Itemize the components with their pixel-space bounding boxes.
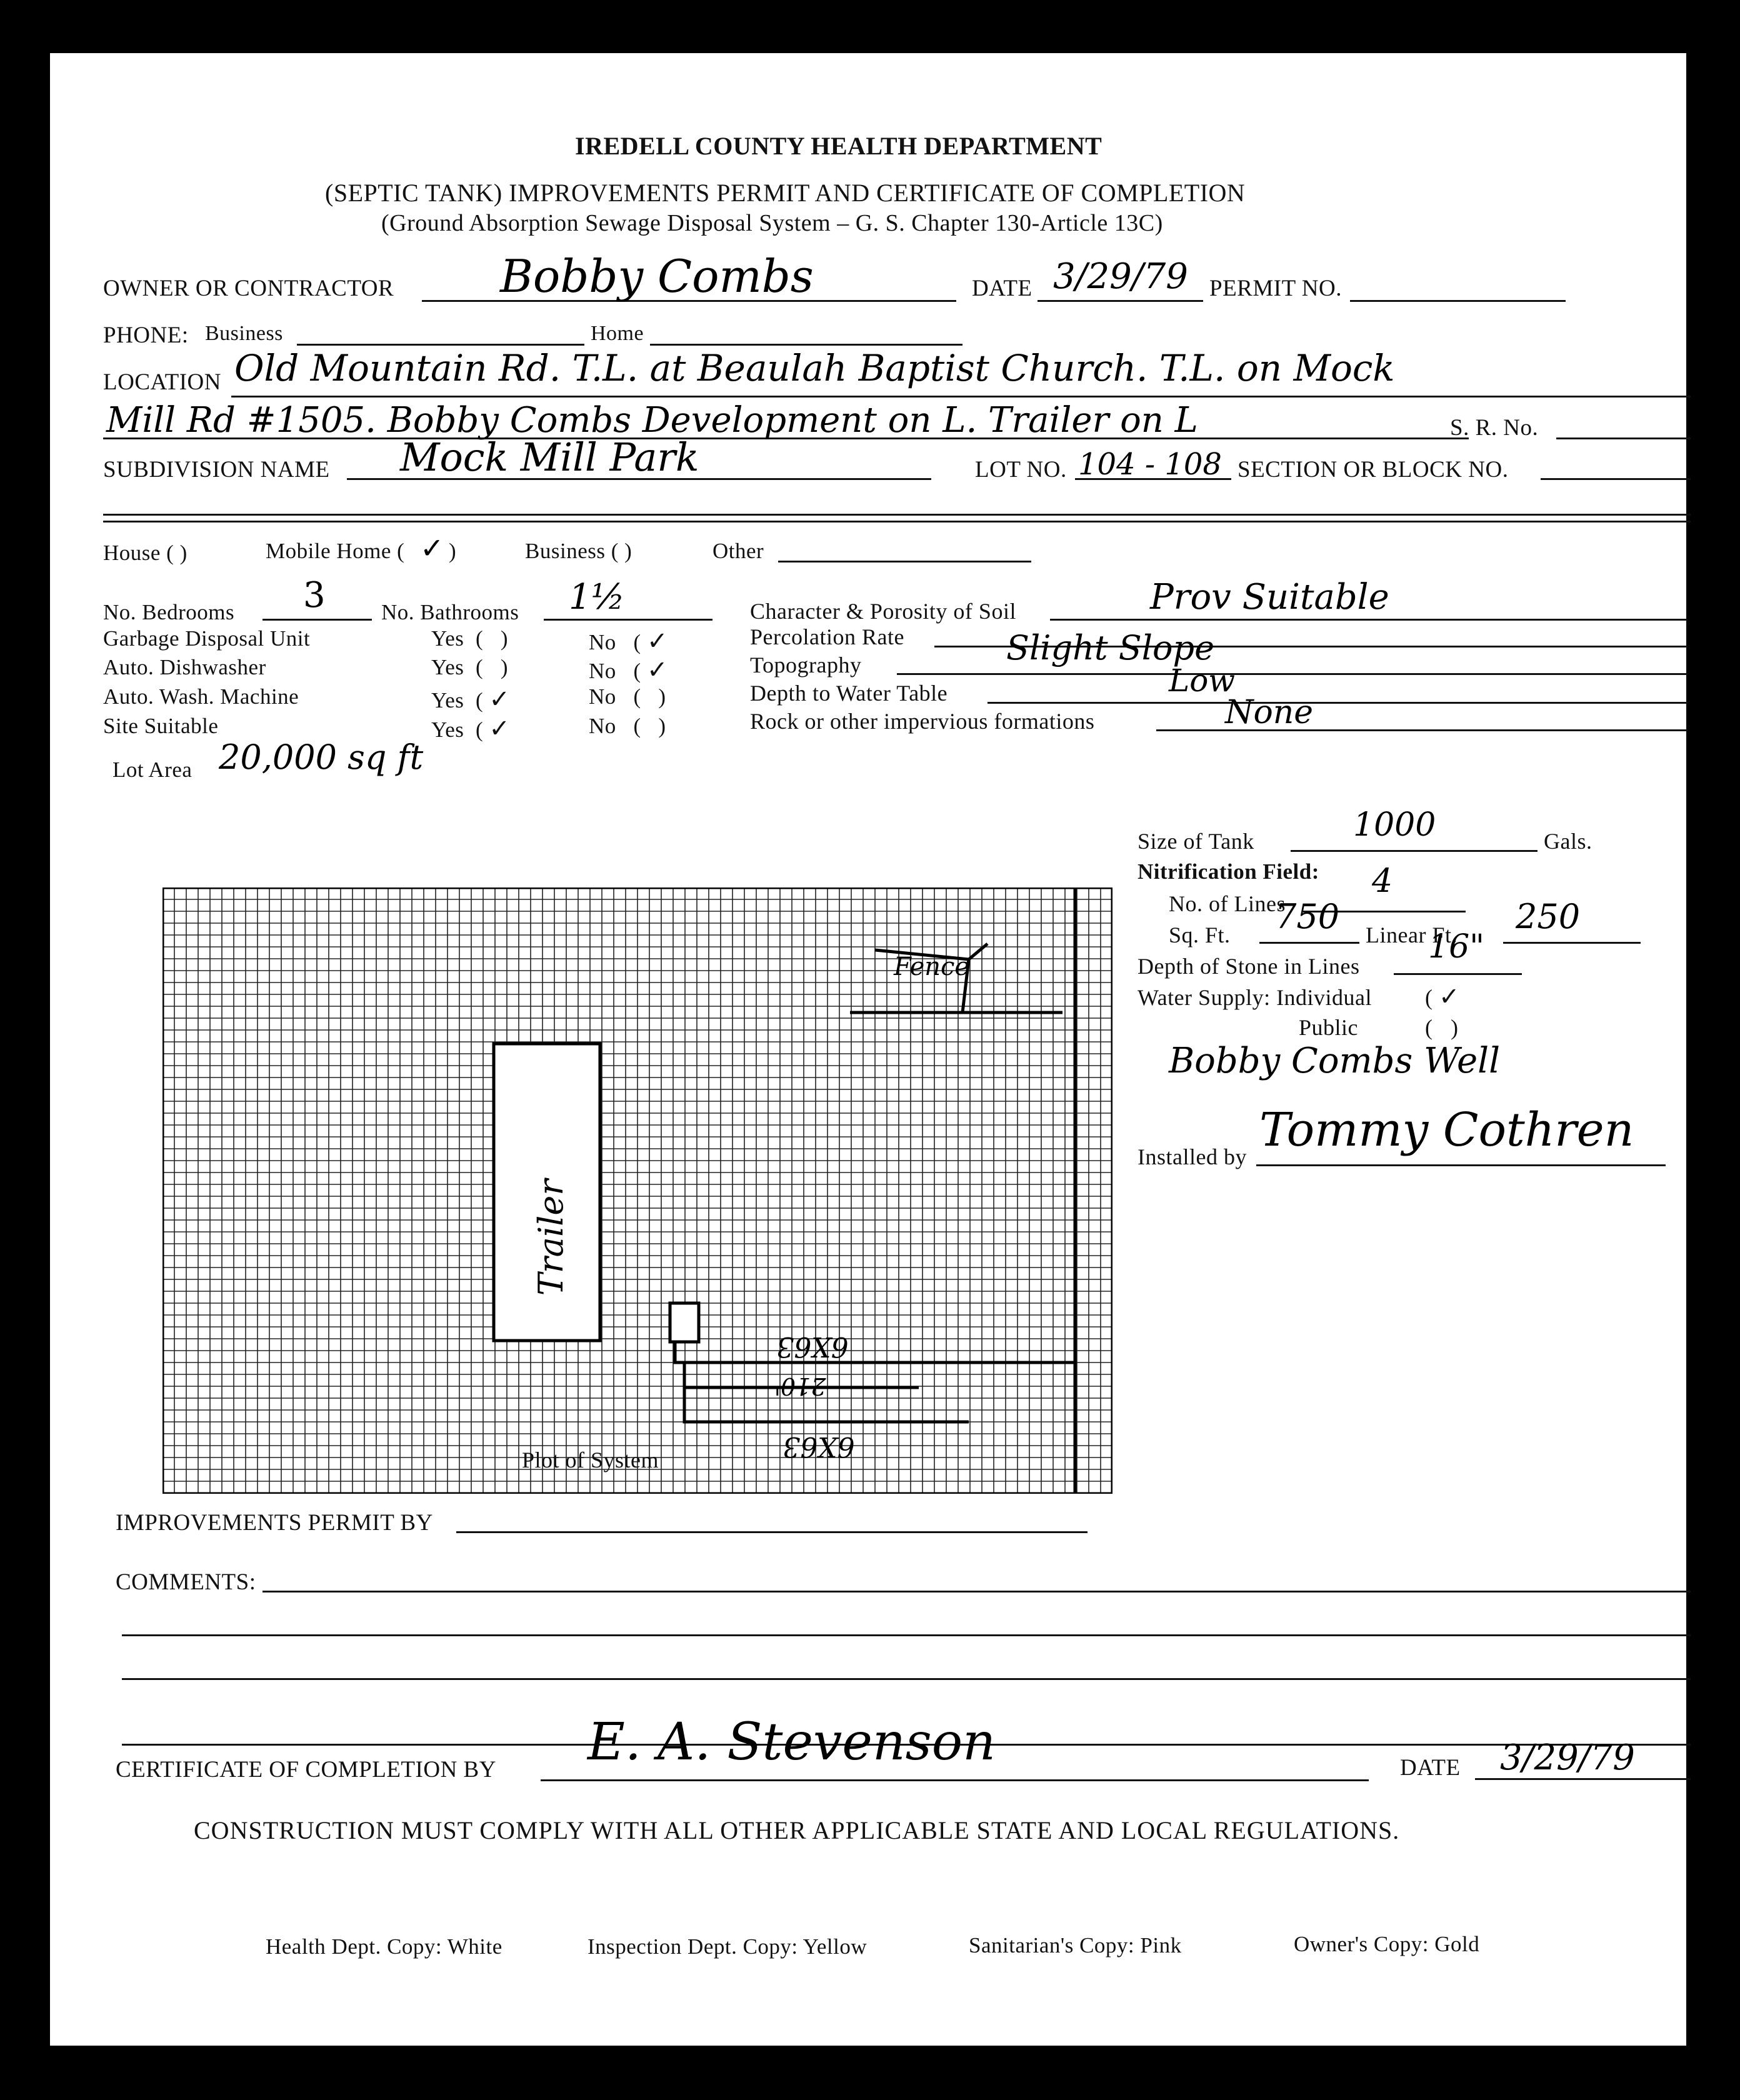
section-line [1541, 478, 1691, 480]
tank-size-label: Size of Tank [1138, 829, 1254, 854]
topography-label: Topography [750, 652, 862, 678]
phone-business-line [297, 344, 584, 346]
location-label: LOCATION [103, 369, 221, 395]
location-value-2: Mill Rd #1505. Bobby Combs Development on L. Trailer on L [106, 400, 1198, 441]
copy-sanitarian: Sanitarian's Copy: Pink [969, 1933, 1182, 1958]
sr-no-line [1556, 438, 1691, 439]
certificate-line [541, 1779, 1369, 1781]
garbage-yes: Yes ( ) [431, 626, 508, 651]
line-label-c: 6X63 [782, 1431, 855, 1462]
comments-label: COMMENTS: [116, 1569, 256, 1595]
well-note: Bobby Combs Well [1169, 1041, 1501, 1081]
site-yes: Yes ( ✓ [431, 714, 511, 742]
line-label-b: 210' [774, 1372, 826, 1400]
dishwasher-no: No ( ✓ [589, 656, 668, 684]
sr-no-label: S. R. No. [1450, 415, 1539, 441]
permit-by-label: IMPROVEMENTS PERMIT BY [116, 1510, 433, 1536]
linear-line [1503, 942, 1641, 944]
form-subtitle: (Ground Absorption Sewage Disposal System – G. S. Chapter 130-Article 13C) [381, 210, 1163, 236]
owner-value: Bobby Combs [500, 250, 814, 302]
gals-label: Gals. [1544, 829, 1592, 854]
form-title: (SEPTIC TANK) IMPROVEMENTS PERMIT AND CERTIFICATE OF COMPLETION [325, 179, 1246, 207]
water-table-line [988, 702, 1688, 704]
mobile-home-option: Mobile Home ( [266, 539, 405, 563]
copy-owner: Owner's Copy: Gold [1294, 1932, 1480, 1956]
certificate-date-value: 3/29/79 [1500, 1738, 1635, 1778]
section-divider [103, 514, 1691, 522]
rock-value: None [1225, 694, 1314, 731]
fence-note: Fence [894, 952, 970, 981]
plot-caption: Plot of System [522, 1448, 659, 1472]
nitrification-label: Nitrification Field: [1138, 859, 1319, 884]
subdivision-label: SUBDIVISION NAME [103, 457, 330, 482]
permit-no-label: PERMIT NO. [1209, 276, 1342, 301]
washer-label: Auto. Wash. Machine [103, 684, 299, 709]
lot-no-value: 104 - 108 [1078, 447, 1222, 482]
installed-line [1256, 1164, 1666, 1166]
topography-value: Slight Slope [1006, 628, 1215, 668]
certificate-date-label: DATE [1400, 1755, 1461, 1781]
mobile-home-option-end: ) [449, 539, 457, 563]
permit-form [50, 53, 1686, 2046]
sqft-line [1259, 942, 1359, 944]
lines-label: No. of Lines [1169, 891, 1286, 916]
bathrooms-value: 1½ [569, 577, 625, 618]
rock-label: Rock or other impervious formations [750, 709, 1095, 734]
tank-size-line [1291, 850, 1538, 852]
comments-line-2 [122, 1634, 1691, 1636]
copy-health: Health Dept. Copy: White [266, 1934, 502, 1959]
water-supply-individual: ( ✓ [1425, 982, 1461, 1011]
washer-yes: Yes ( ✓ [431, 685, 511, 713]
tank-box [670, 1303, 699, 1342]
tank-size-value: 1000 [1353, 806, 1436, 844]
installed-label: Installed by [1138, 1144, 1247, 1169]
lot-no-label: LOT NO. [975, 457, 1067, 482]
business-option: Business ( ) [525, 539, 632, 563]
grid-lines [162, 888, 1112, 1494]
stone-depth-value: 16" [1428, 928, 1485, 966]
permit-by-line [456, 1531, 1088, 1533]
phone-home-label: Home [591, 322, 644, 345]
linear-label: Linear Ft. [1366, 922, 1458, 948]
copy-inspection: Inspection Dept. Copy: Yellow [588, 1934, 868, 1959]
other-option: Other [712, 539, 764, 563]
phone-home-line [650, 344, 962, 346]
dishwasher-yes: Yes ( ) [431, 655, 508, 679]
phone-label: PHONE: [103, 322, 189, 348]
dishwasher-label: Auto. Dishwasher [103, 655, 266, 679]
comments-line-1 [262, 1591, 1691, 1592]
sqft-label: Sq. Ft. [1169, 922, 1231, 948]
site-label: Site Suitable [103, 714, 219, 738]
mobile-home-check: ✓ [420, 531, 444, 565]
sqft-value: 750 [1275, 897, 1340, 936]
subdivision-value: Mock Mill Park [400, 434, 699, 480]
stone-depth-label: Depth of Stone in Lines [1138, 954, 1360, 979]
house-option: House ( ) [103, 541, 188, 565]
section-label: SECTION OR BLOCK NO. [1238, 457, 1509, 482]
lot-area-value: 20,000 sq ft [219, 738, 424, 777]
location-line-1 [231, 396, 1691, 398]
department-title: IREDELL COUNTY HEALTH DEPARTMENT [575, 132, 1102, 160]
soil-character-line [1050, 619, 1688, 621]
date-value: 3/29/79 [1053, 256, 1188, 297]
certificate-date-line [1475, 1778, 1691, 1780]
permit-no-line [1350, 300, 1566, 302]
owner-label: OWNER OR CONTRACTOR [103, 276, 394, 301]
plot-grid [162, 888, 1112, 1494]
phone-business-label: Business [205, 322, 283, 345]
bathrooms-label: No. Bathrooms [381, 600, 519, 624]
garbage-label: Garbage Disposal Unit [103, 626, 311, 651]
garbage-no: No ( ✓ [589, 627, 668, 655]
public-label: Public [1299, 1015, 1359, 1040]
bedrooms-value: 3 [303, 575, 326, 616]
date-label: DATE [972, 276, 1032, 301]
soil-character-value: Prov Suitable [1150, 577, 1389, 618]
public-option: ( ) [1425, 1015, 1459, 1040]
percolation-label: Percolation Rate [750, 624, 904, 649]
bathrooms-line [544, 619, 712, 621]
water-table-label: Depth to Water Table [750, 681, 948, 706]
date-line [1038, 300, 1203, 302]
topography-line [897, 673, 1688, 675]
water-table-value: Low [1169, 662, 1236, 699]
bedrooms-label: No. Bedrooms [103, 600, 235, 624]
water-supply-label: Water Supply: Individual [1138, 985, 1372, 1010]
soil-character-label: Character & Porosity of Soil [750, 599, 1016, 624]
certificate-signature: E. A. Stevenson [588, 1712, 996, 1772]
linear-value: 250 [1516, 897, 1581, 936]
installer-signature: Tommy Cothren [1259, 1103, 1634, 1157]
lines-value: 4 [1372, 862, 1393, 900]
other-line [778, 561, 1031, 562]
bedrooms-line [262, 619, 372, 621]
trailer-label: Trailer [531, 1179, 571, 1296]
site-no: No ( ) [589, 714, 666, 738]
lot-area-label: Lot Area [112, 758, 192, 782]
regulations-notice: CONSTRUCTION MUST COMPLY WITH ALL OTHER APPLICABLE STATE AND LOCAL REGULATIONS. [194, 1816, 1400, 1844]
stone-depth-line [1394, 973, 1522, 975]
line-label-a: 6X63 [776, 1331, 849, 1362]
certificate-label: CERTIFICATE OF COMPLETION BY [116, 1757, 496, 1782]
location-value-1: Old Mountain Rd. T.L. at Beaulah Baptist Church. T.L. on Mock [234, 347, 1395, 389]
washer-no: No ( ) [589, 684, 666, 709]
comments-line-3 [122, 1678, 1691, 1680]
